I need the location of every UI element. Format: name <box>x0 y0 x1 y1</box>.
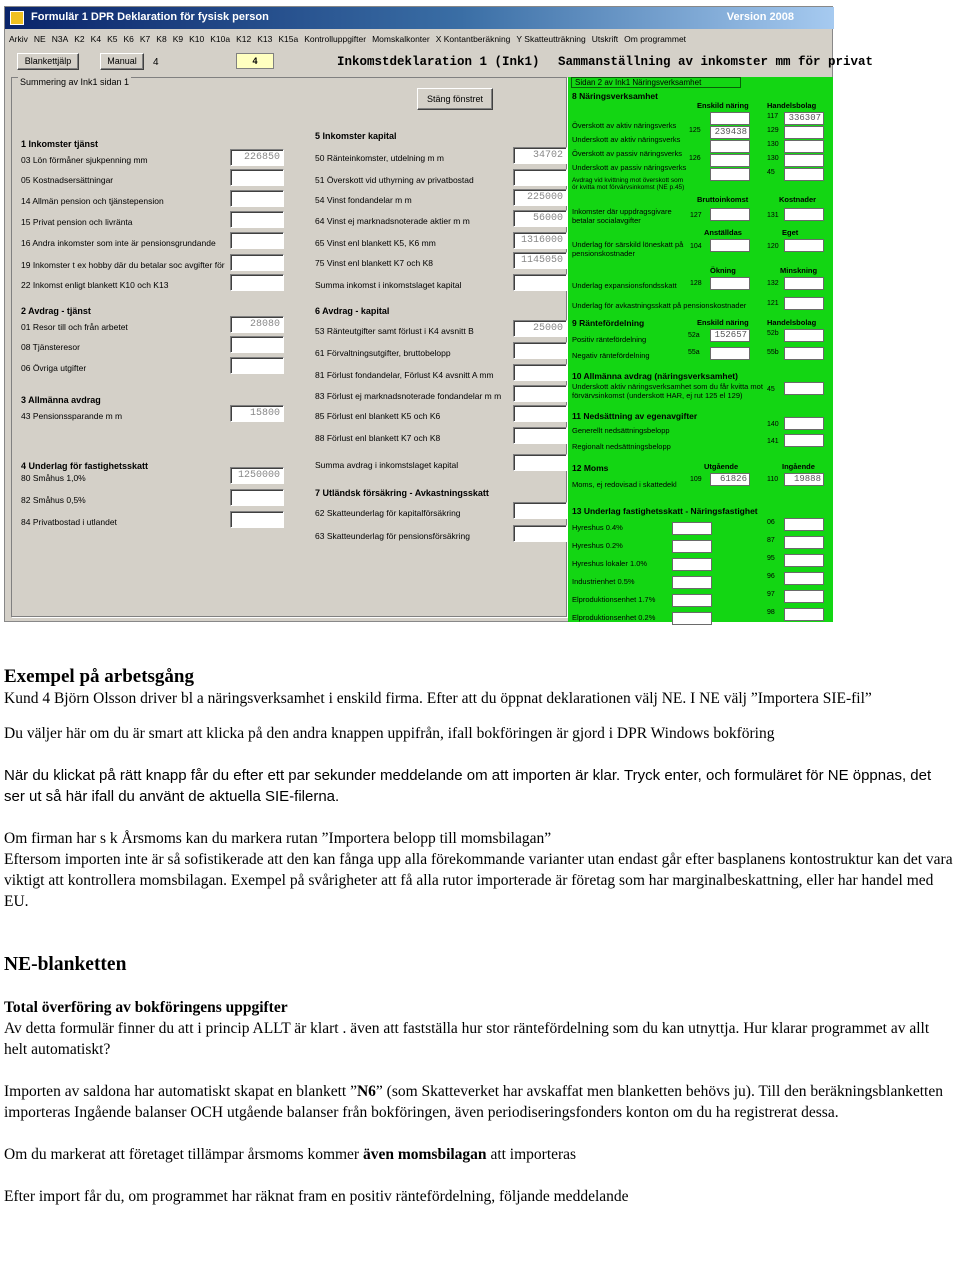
version-label: Version 2008 <box>726 11 794 23</box>
middle-section-2-title: 7 Utländsk försäkring - Avkastningsskatt <box>315 488 489 498</box>
middle-row-input[interactable]: 25000 <box>513 320 567 337</box>
s8-code-handelsbolag: 129 <box>767 127 779 134</box>
left-section-2-title: 3 Allmänna avdrag <box>21 395 101 405</box>
left-row-input[interactable] <box>230 232 284 249</box>
s13-input[interactable] <box>672 522 712 535</box>
middle-row-input[interactable] <box>513 405 567 422</box>
col-handelsbolag-9: Handelsbolag <box>767 318 817 327</box>
left-row-input[interactable] <box>230 254 284 271</box>
menu-item-15[interactable]: Kontrolluppgifter <box>304 33 367 44</box>
row-avkastningsskatt: Underlag för avkastningsskatt på pensionskostnader <box>572 301 747 310</box>
middle-row-label: 50 Ränteinkomster, utdelning m m <box>315 153 444 163</box>
middle-row-input[interactable] <box>513 454 567 471</box>
code-104: 104 <box>690 243 702 250</box>
s8-input-enskild[interactable] <box>710 112 750 125</box>
s13-row-label: Elproduktionsenhet 1.7% <box>572 595 656 604</box>
middle-row-label: 64 Vinst ej marknadsnoterade aktier m m <box>315 216 470 226</box>
menu-item-12[interactable]: K12 <box>236 33 252 44</box>
s13-input-right[interactable] <box>784 608 824 621</box>
middle-row-label: 75 Vinst enl blankett K7 och K8 <box>315 258 433 268</box>
heading-total: Total överföring av bokföringens uppgifter <box>4 999 288 1016</box>
middle-row-label: 61 Förvaltningsutgifter, bruttobelopp <box>315 348 451 358</box>
left-row-input[interactable] <box>230 169 284 186</box>
left-section-0-title: 1 Inkomster tjänst <box>21 139 99 149</box>
code-120: 120 <box>767 243 779 250</box>
s13-row-label: Industrienhet 0.5% <box>572 577 635 586</box>
code-131: 131 <box>767 212 779 219</box>
paragraph-6 <box>4 1081 956 1123</box>
middle-section-0-title: 5 Inkomster kapital <box>315 131 397 141</box>
heading-ink1: Inkomstdeklaration 1 (Ink1) <box>337 55 540 69</box>
p6-text-a: Importen av saldona har automatiskt skapat en blankett ” <box>4 1083 357 1100</box>
row-positiv-rantefordelning: Positiv räntefördelning <box>572 335 647 344</box>
input-110[interactable]: 19888 <box>784 473 824 486</box>
middle-row-input[interactable]: 1145050 <box>513 252 567 269</box>
middle-row-label: 62 Skatteunderlag för kapitalförsäkring <box>315 508 461 518</box>
s13-code: 98 <box>767 609 775 616</box>
input-128[interactable] <box>710 277 750 290</box>
input-52a[interactable]: 152657 <box>710 329 750 342</box>
middle-row-input[interactable] <box>513 364 567 381</box>
s8-row-label: Överskott av passiv näringsverks <box>572 149 683 158</box>
row-loneskatt: Underlag för särskild löneskatt på pensionskostnader <box>572 240 684 258</box>
middle-row-label: 83 Förlust ej marknadsnoterade fondandelar m m <box>315 391 502 401</box>
s13-input[interactable] <box>672 576 712 589</box>
middle-row-input[interactable] <box>513 427 567 444</box>
section-8-title: 8 Näringsverksamhet <box>572 91 658 101</box>
menu-item-0[interactable]: Arkiv <box>9 33 28 44</box>
left-section-1-title: 2 Avdrag - tjänst <box>21 306 91 316</box>
blankettjalp-button[interactable]: Blankettjälp <box>17 53 79 70</box>
window-title: Formulär 1 DPR Deklaration för fysisk person <box>31 11 269 23</box>
paragraph-1: Kund 4 Björn Olsson driver bl a näringsverksamhet i enskild firma. Efter att du öppnat deklarationen välj NE. I NE välj ”Importera SIE-fil” <box>4 690 872 707</box>
code-110: 110 <box>767 476 779 483</box>
code-109: 109 <box>690 476 702 483</box>
middle-row-label: 81 Förlust fondandelar, Förlust K4 avsnitt A mm <box>315 370 494 380</box>
middle-row-label: 88 Förlust enl blankett K7 och K8 <box>315 433 441 443</box>
section-11-title: 11 Nedsättning av egenavgifter <box>572 411 698 421</box>
input-55b[interactable] <box>784 347 824 360</box>
app-window <box>4 6 874 622</box>
code-132: 132 <box>767 280 779 287</box>
menu-item-2[interactable]: N3A <box>51 33 69 44</box>
middle-row-label: 85 Förlust enl blankett K5 och K6 <box>315 411 441 421</box>
left-row-label: 08 Tjänsteresor <box>21 342 80 352</box>
left-row-input[interactable] <box>230 511 284 528</box>
col-bruttoinkomst: Bruttoinkomst <box>697 195 749 204</box>
input-52b[interactable] <box>784 329 824 342</box>
middle-row-input[interactable]: 34702 <box>513 147 567 164</box>
code-140: 140 <box>767 421 779 428</box>
row-moms: Moms, ej redovisad i skattedekl <box>572 480 677 489</box>
left-row-input[interactable] <box>230 274 284 291</box>
paragraph-8: Efter import får du, om programmet har räknat fram en positiv räntefördelning, följande meddelande <box>4 1188 629 1205</box>
middle-row-label: 65 Vinst enl blankett K5, K6 mm <box>315 238 436 248</box>
menu-bar <box>5 30 834 47</box>
toolbar <box>5 48 874 76</box>
input-132[interactable] <box>784 277 824 290</box>
left-row-input[interactable]: 226850 <box>230 149 284 166</box>
s13-code: 96 <box>767 573 775 580</box>
p6-text-c: ” (som Skatteverket har avskaffat men blanketten behövs ju). Till den beräkningsblanketten importeras Ingående balanser OCH utgående balanser från bokföringen, även periodiseringsfonders konton om du ha registrerat dessa. <box>4 1083 943 1121</box>
middle-row-input[interactable]: 56000 <box>513 210 567 227</box>
row-negativ-rantefordelning: Negativ räntefördelning <box>572 351 650 360</box>
s8-row-label: Underskott av passiv näringsverks <box>572 163 687 172</box>
s8-code-handelsbolag: 130 <box>767 141 779 148</box>
s8-input-handelsbolag[interactable] <box>784 168 824 181</box>
manual-button[interactable]: Manual <box>100 53 144 70</box>
middle-row-label: 51 Överskott vid uthyrning av privatbostad <box>315 175 474 185</box>
page-field[interactable]: 4 <box>236 53 274 69</box>
middle-row-label: 54 Vinst fondandelar m m <box>315 195 412 205</box>
input-131[interactable] <box>784 208 824 221</box>
s13-row-label: Hyreshus lokaler 1.0% <box>572 559 648 568</box>
tab-sidan2[interactable]: Sidan 2 av Ink1 Näringsverksamhet <box>571 77 741 88</box>
row-expansionsfond: Underlag expansionsfondsskatt <box>572 281 677 290</box>
s8-input-handelsbolag[interactable] <box>784 140 824 153</box>
menu-item-17[interactable]: X Kontantberäkning <box>435 33 511 44</box>
s8-input-handelsbolag[interactable]: 336307 <box>784 112 824 125</box>
menu-item-6[interactable]: K6 <box>123 33 134 44</box>
input-140[interactable] <box>784 417 824 430</box>
summary-panel <box>11 77 567 617</box>
row-underskott-aktiv: Underskott aktiv näringsverksamhet som du får kvitta mot förvärvsinkomst (underskott HAR, ej rut 125 el 129) <box>572 382 763 400</box>
s13-row-label: Elproduktionsenhet 0.2% <box>572 613 656 622</box>
s8-input-enskild[interactable] <box>710 168 750 181</box>
paragraph-4a: Om firman har s k Årsmoms kan du markera rutan ”Importera belopp till momsbilagan” <box>4 830 552 847</box>
middle-row-input[interactable] <box>513 169 567 186</box>
left-row-label: 82 Småhus 0,5% <box>21 495 86 505</box>
app-icon <box>10 11 24 25</box>
paragraph-3: När du klickat på rätt knapp får du efter ett par sekunder meddelande om att importen är klar. Tryck enter, och formuläret för NE öppnas, det ser ut så här ifall du använt de aktuella SIE-filerna. <box>4 767 932 805</box>
code-127: 127 <box>690 212 702 219</box>
menu-item-18[interactable]: Y Skatteutträkning <box>516 33 586 44</box>
code-52b: 52b <box>767 330 779 337</box>
s8-row-label: Överskott av aktiv näringsverks <box>572 121 677 130</box>
left-row-input[interactable]: 15800 <box>230 405 284 422</box>
p7-text-a: Om du markerat att företaget tillämpar årsmoms kommer <box>4 1146 363 1163</box>
row-generellt: Generellt nedsättningsbelopp <box>572 426 670 435</box>
input-120[interactable] <box>784 239 824 252</box>
heading-ne: NE-blanketten <box>4 954 127 975</box>
code-55a: 55a <box>688 349 700 356</box>
row-uppdragsgivare: Inkomster där uppdragsgivare betalar socialavgifter <box>572 207 672 225</box>
naringsverksamhet-panel <box>568 77 833 622</box>
middle-row-label: 53 Ränteutgifter samt förlust i K4 avsnitt B <box>315 326 474 336</box>
menu-item-3[interactable]: K2 <box>74 33 85 44</box>
s13-code: 95 <box>767 555 775 562</box>
left-row-input[interactable] <box>230 336 284 353</box>
col-minskning: Minskning <box>780 266 818 275</box>
left-row-input[interactable] <box>230 190 284 207</box>
middle-row-label: Summa inkomst i inkomstslaget kapital <box>315 280 462 290</box>
menu-item-4[interactable]: K4 <box>90 33 102 44</box>
left-row-label: 43 Pensionssparande m m <box>21 411 123 421</box>
left-row-label: 19 Inkomster t ex hobby där du betalar soc avgifter för <box>21 260 225 270</box>
col-eget: Eget <box>782 228 799 237</box>
left-row-label: 84 Privatbostad i utlandet <box>21 517 117 527</box>
row-regionalt: Regionalt nedsättningsbelopp <box>572 442 671 451</box>
s8-row-label: Underskott av aktiv näringsverks <box>572 135 681 144</box>
left-row-label: 80 Småhus 1,0% <box>21 473 86 483</box>
s13-input-right[interactable] <box>784 518 824 531</box>
code-141: 141 <box>767 438 779 445</box>
middle-row-input[interactable]: 225000 <box>513 189 567 206</box>
left-row-label: 03 Lön förmåner sjukpenning mm <box>21 155 148 165</box>
left-row-input[interactable] <box>230 211 284 228</box>
heading-exempel: Exempel på arbetsgång <box>4 666 194 687</box>
s8-code-handelsbolag: 130 <box>767 155 779 162</box>
s13-input[interactable] <box>672 558 712 571</box>
left-row-label: 14 Allmän pension och tjänstepension <box>21 196 164 206</box>
p7-text-c: att importeras <box>486 1146 577 1163</box>
s8-code-handelsbolag: 45 <box>767 169 775 176</box>
section-12-title: 12 Moms <box>572 463 609 473</box>
left-row-input[interactable] <box>230 357 284 374</box>
s13-input-right[interactable] <box>784 590 824 603</box>
document-body <box>4 666 956 1207</box>
col-enskild: Enskild näring <box>697 101 749 110</box>
menu-item-5[interactable]: K5 <box>107 33 118 44</box>
section-9-title: 9 Räntefördelning <box>572 318 645 328</box>
col-utgaende: Utgående <box>704 462 739 471</box>
input-127[interactable] <box>710 208 750 221</box>
input-141[interactable] <box>784 434 824 447</box>
middle-section-1-title: 6 Avdrag - kapital <box>315 306 390 316</box>
code-121: 121 <box>767 300 779 307</box>
s13-row-label: Hyreshus 0.4% <box>572 523 623 532</box>
paragraph-7 <box>4 1144 956 1165</box>
left-row-input[interactable]: 28080 <box>230 316 284 333</box>
left-row-label: 16 Andra inkomster som inte är pensionsgrundande <box>21 238 216 248</box>
menu-item-13[interactable]: K13 <box>257 33 273 44</box>
s13-code: 97 <box>767 591 775 598</box>
s13-input[interactable] <box>672 612 712 625</box>
group-label: Summering av Ink1 sidan 1 <box>20 77 130 87</box>
title-bar <box>5 7 834 29</box>
s8-row-label: Avdrag vid kvittning mot överskott som ör kvitta mot förvärvsinkomst (NE p.45) <box>572 177 685 191</box>
input-104[interactable] <box>710 239 750 252</box>
middle-row-input[interactable]: 1316000 <box>513 232 567 249</box>
s8-code-handelsbolag: 117 <box>767 113 779 120</box>
heading-sammanstallning: Sammanställning av inkomster mm för privat <box>558 55 874 69</box>
s8-input-handelsbolag[interactable] <box>784 154 824 167</box>
left-row-label: 05 Kostnadsersättningar <box>21 175 114 185</box>
middle-row-label: Summa avdrag i inkomstslaget kapital <box>315 460 459 470</box>
left-row-input[interactable] <box>230 489 284 506</box>
col-enskild-9: Enskild näring <box>697 318 749 327</box>
col-kostnader: Kostnader <box>779 195 817 204</box>
left-row-input[interactable]: 1250000 <box>230 467 284 484</box>
s8-input-handelsbolag[interactable] <box>784 126 824 139</box>
code-52a: 52a <box>688 332 700 339</box>
middle-row-input[interactable] <box>513 525 567 542</box>
menu-item-9[interactable]: K9 <box>172 33 184 44</box>
input-45[interactable] <box>784 382 824 395</box>
page-label: 4 <box>153 57 159 68</box>
menu-item-11[interactable]: K10a <box>210 33 231 44</box>
left-row-label: 15 Privat pension och livränta <box>21 217 133 227</box>
left-row-label: 22 Inkomst enligt blankett K10 och K13 <box>21 280 169 290</box>
menu-item-20[interactable]: Om programmet <box>624 33 687 44</box>
col-anstalldas: Anställdas <box>704 228 742 237</box>
s8-input-enskild[interactable] <box>710 140 750 153</box>
menu-item-7[interactable]: K7 <box>139 33 151 44</box>
middle-row-input[interactable] <box>513 274 567 291</box>
input-109[interactable]: 61826 <box>710 473 750 486</box>
s8-input-enskild[interactable] <box>710 154 750 167</box>
code-55b: 55b <box>767 349 779 356</box>
menu-item-14[interactable]: K15a <box>278 33 299 44</box>
middle-row-input[interactable] <box>513 342 567 359</box>
menu-item-19[interactable]: Utskrift <box>591 33 619 44</box>
input-121[interactable] <box>784 297 824 310</box>
section-10-title: 10 Allmänna avdrag (näringsverksamhet) <box>572 371 738 381</box>
middle-row-input[interactable] <box>513 385 567 402</box>
menu-item-8[interactable]: K8 <box>156 33 167 44</box>
middle-row-label: 63 Skatteunderlag för pensionsförsäkring <box>315 531 470 541</box>
s13-input[interactable] <box>672 594 712 607</box>
paragraph-5: Av detta formulär finner du att i princip ALLT är klart . även att fastställa hur stor räntefördelning som du kan utnyttja. Hur klarar programmet av allt helt automatiskt? <box>4 1020 930 1058</box>
menu-item-16[interactable]: Momskalkonter <box>372 33 430 44</box>
s13-input-right[interactable] <box>784 554 824 567</box>
col-okning: Ökning <box>710 266 736 275</box>
middle-row-input[interactable] <box>513 502 567 519</box>
s8-code-enskild: 126 <box>689 155 701 162</box>
s8-code-enskild: 125 <box>689 127 701 134</box>
s13-row-label: Hyreshus 0.2% <box>572 541 623 550</box>
left-row-label: 01 Resor till och från arbetet <box>21 322 128 332</box>
s13-code: 06 <box>767 519 775 526</box>
menu-item-10[interactable]: K10 <box>189 33 205 44</box>
left-row-label: 06 Övriga utgifter <box>21 363 87 373</box>
code-45: 45 <box>767 386 775 393</box>
p7-momsbilagan: även momsbilagan <box>362 1146 487 1163</box>
left-section-3-title: 4 Underlag för fastighetsskatt <box>21 461 149 471</box>
s13-input-right[interactable] <box>784 572 824 585</box>
p6-n6: N6 <box>356 1083 376 1100</box>
menu-item-1[interactable]: NE <box>33 33 46 44</box>
paragraph-2: Du väljer här om du är smart att klicka på den andra knappen uppifrån, ifall bokföringen är gjord i DPR Windows bokföring <box>4 725 775 742</box>
code-128: 128 <box>690 280 702 287</box>
input-55a[interactable] <box>710 347 750 360</box>
close-window-button[interactable]: Stäng fönstret <box>417 88 493 110</box>
s13-input[interactable] <box>672 540 712 553</box>
section-13-title: 13 Underlag fastighetsskatt - Näringsfastighet <box>572 506 758 516</box>
col-ingaende: Ingående <box>782 462 815 471</box>
s13-input-right[interactable] <box>784 536 824 549</box>
s8-input-enskild[interactable]: 239438 <box>710 126 750 139</box>
paragraph-4b: Eftersom importen inte är så sofistikerade att den kan fånga upp alla förekommande varianter utan endast går efter basplanens kontostruktur kan det vara viktigt att kontrollera momsbilagan. Exempel på svårigheter att få alla rutor importerade är företag som har marginalbeskattning, eller har handel med EU. <box>4 851 953 910</box>
s13-code: 87 <box>767 537 775 544</box>
col-handelsbolag: Handelsbolag <box>767 101 817 110</box>
